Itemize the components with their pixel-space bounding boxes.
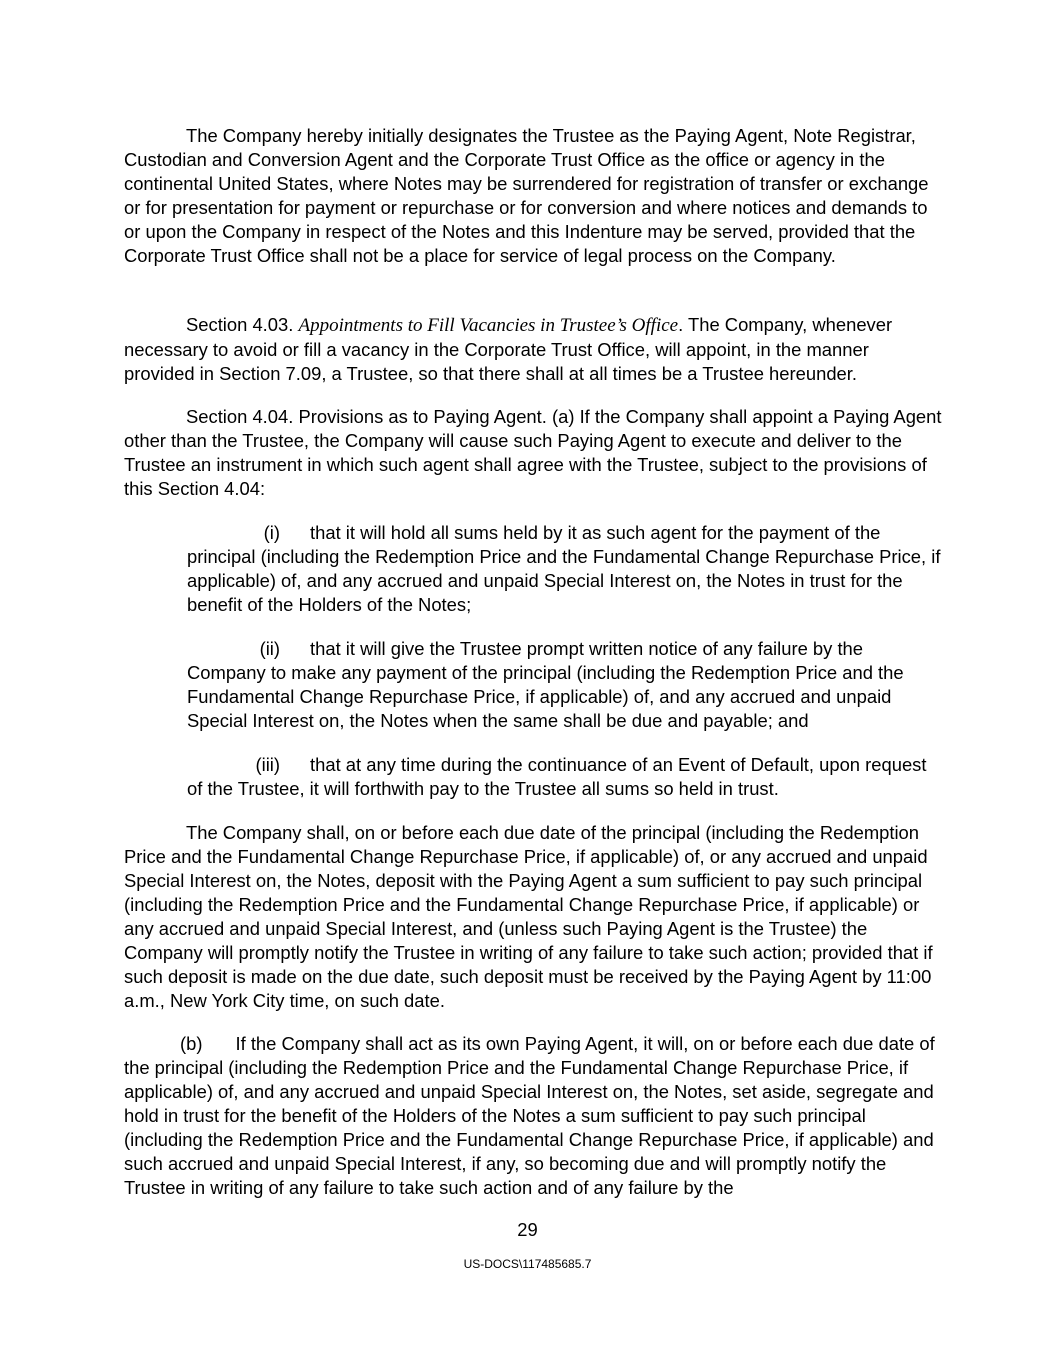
document-id: US-DOCS\117485685.7 xyxy=(463,1257,592,1271)
paragraph-b-label: (b) xyxy=(180,1033,203,1054)
item-text: that it will give the Trustee prompt written notice of any failure by the Company to make any payment of the principal (including the Redemption Price and the Fundamental Change Repurchase Price, if applicable) of, and any accrued and unpaid Special Interest on, the Notes when the same shall be due and payable; and xyxy=(187,638,904,731)
paragraph-designation: The Company hereby initially designates the Trustee as the Paying Agent, Note Registrar, Custodian and Conversion Agent and the Corporate Trust Office as the office or agency in the continental United States, where Notes may be surrendered for registration of transfer or exchange or for presentation for payment or repurchase or for conversion and where notices and demands to or upon the Company in respect of the Notes and this Indenture may be served, provided that the Corporate Trust Office shall not be a place for service of legal process on the Company. xyxy=(124,125,929,266)
item-label: (iii) xyxy=(255,754,280,775)
item-text: that it will hold all sums held by it as such agent for the payment of the principal (including the Redemption Price and the Fundamental Change Repurchase Price, if applicable) of, and any accrued and unpaid Special Interest on, the Notes in trust for the benefit of the Holders of the Notes; xyxy=(187,522,941,615)
section-4-03-heading: Section 4.03. xyxy=(186,314,294,335)
list-item-iii xyxy=(187,753,942,801)
list-item-ii xyxy=(187,637,942,733)
section-4-03-body: . The Company, whenever necessary to avoid or fill a vacancy in the Corporate Trust Office, will appoint, in the manner provided in Section 7.09, a Trustee, so that there shall at all times be a Trustee hereunder. xyxy=(124,314,893,384)
item-label: (ii) xyxy=(259,638,280,659)
section-4-03-title: Appointments to Fill Vacancies in Trustee’s Office xyxy=(298,315,679,336)
paragraph-deposit: The Company shall, on or before each due date of the principal (including the Redemption Price and the Fundamental Change Repurchase Price, if applicable) of, or any accrued and unpaid Special Interest on, the Notes, deposit with the Paying Agent a sum sufficient to pay such principal (including the Redemption Price and the Fundamental Change Repurchase Price, if applicable) or any accrued and unpaid Special Interest, and (unless such Paying Agent is the Trustee) the Company will promptly notify the Trustee in writing of any failure to take such action; provided that if such deposit is made on the due date, such deposit must be received by the Paying Agent by 11:00 a.m., New York City time, on such date. xyxy=(124,822,933,1011)
page-number: 29 xyxy=(517,1219,538,1240)
list-item-i xyxy=(187,521,942,617)
item-label: (i) xyxy=(263,522,280,543)
paragraph-section-4-04: Section 4.04. Provisions as to Paying Agent. (a) If the Company shall appoint a Paying Agent other than the Trustee, the Company will cause such Paying Agent to execute and deliver to the Trustee an instrument in which such agent shall agree with the Trustee, subject to the provisions of this Section 4.04: xyxy=(124,406,942,499)
item-text: that at any time during the continuance of an Event of Default, upon request of the Trustee, it will forthwith pay to the Trustee all sums so held in trust. xyxy=(187,754,927,799)
paragraph-b: (b) If the Company shall act as its own Paying Agent, it will, on or before each due date of the principal (including the Redemption Price and the Fundamental Change Repurchase Price, if applicable) of, and any accrued and unpaid Special Interest on, the Notes, set aside, segregate and hold in trust for the benefit of the Holders of the Notes a sum sufficient to pay such principal (including the Redemption Price and the Fundamental Change Repurchase Price, if applicable) and such accrued and unpaid Special Interest, if any, so becoming due and will promptly notify the Trustee in writing of any failure to take such action and of any failure by the xyxy=(124,1033,935,1198)
paragraph-section-4-03 xyxy=(124,313,942,386)
